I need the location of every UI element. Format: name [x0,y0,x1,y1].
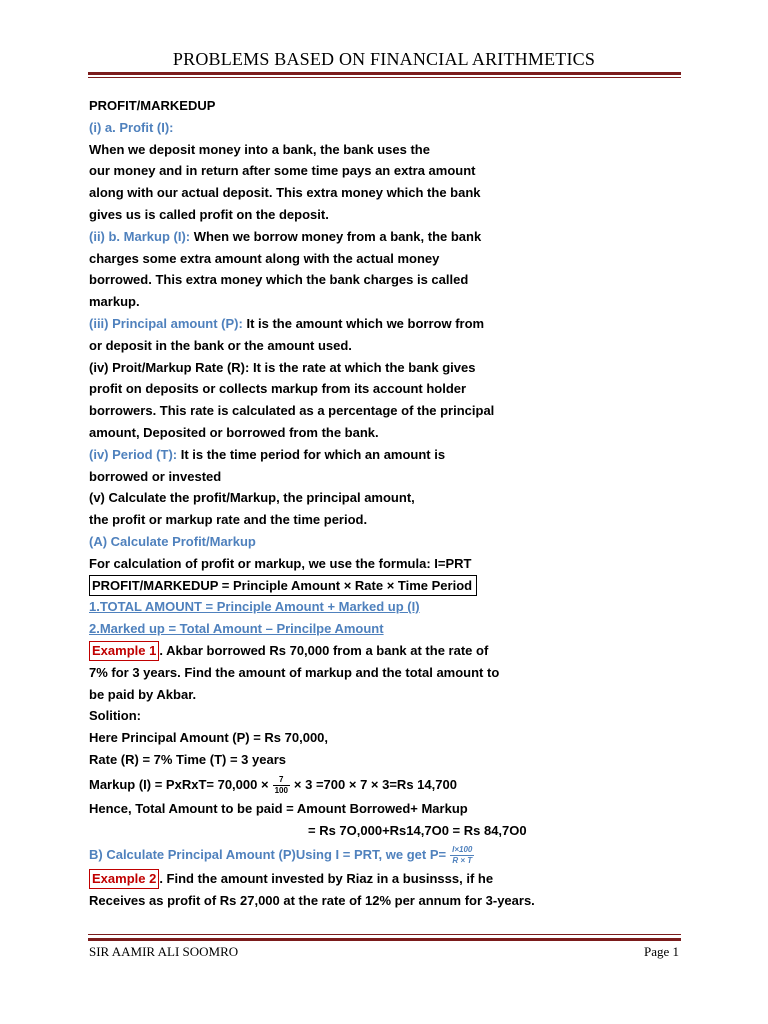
text-line: = Rs 7O,000+Rs14,7O0 = Rs 84,7O0 [308,822,527,838]
footer-author: SIR AAMIR ALI SOOMRO [89,944,239,959]
footer-rule-thick [88,938,681,941]
fraction-numerator: I×100 [452,845,473,855]
text-span: Markup (I) = PxRxT= 70,000 × [89,776,269,792]
text-line: along with our actual deposit. This extra money which the bank [89,185,481,201]
formula-box: PROFIT/MARKEDUP = Principle Amount × Rate × Time Period [89,575,477,596]
text-line: 7% for 3 years. Find the amount of markup and the total amount to [89,664,500,680]
principal-formula-line [89,841,689,868]
footer-page-number: Page 1 [643,944,679,959]
text-line: Rate (R) = 7% Time (T) = 3 years [89,751,287,767]
text-line: borrowers. This rate is calculated as a percentage of the principal [89,403,495,419]
fraction-denominator: R × T [452,856,473,866]
heading-calculate-principal: B) Calculate Principal Amount (P)Using I = PRT, we get P= [89,847,447,863]
text-span: When we borrow money from a bank, the bank [190,228,482,244]
heading-calculate-profit: (A) Calculate Profit/Markup [89,533,256,549]
text-line: Receives as profit of Rs 27,000 at the rate of 12% per annum for 3-years. [89,893,535,909]
text-span: It is the time period for which an amount is [177,446,446,462]
total-amount-formula: 1.TOTAL AMOUNT = Principle Amount + Marked up (I) [89,599,420,615]
page-header-title: PROBLEMS BASED ON FINANCIAL ARITHMETICS [172,49,596,69]
markup-calculation-line [89,771,689,798]
text-line: amount, Deposited or borrowed from the bank. [89,424,379,440]
header-rule-thin [88,77,681,78]
example-2-label: Example 2 [89,869,159,889]
text-line: our money and in return after some time pays an extra amount [89,163,476,179]
text-span: . Akbar borrowed Rs 70,000 from a bank at the rate of [159,642,489,658]
heading-period: (iv) Period (T): [89,446,178,462]
text-line: gives us is called profit on the deposit. [89,206,329,222]
text-span: × 3 =700 × 7 × 3=Rs 14,700 [293,776,457,792]
text-line: profit on deposits or collects markup from its account holder [89,381,467,397]
text-span: . Find the amount invested by Riaz in a businsss, if he [159,871,494,887]
text-line: or deposit in the bank or the amount used. [89,337,352,353]
formula-line [89,575,689,597]
heading-profit-markedup: PROFIT/MARKEDUP [89,98,216,113]
example-1-line [89,640,689,662]
text-line: (iv) Proit/Markup Rate (R): It is the rate at which the bank gives [89,359,476,375]
text-line: markup. [89,294,140,310]
footer-rule-thin [88,934,681,935]
text-line: charges some extra amount along with the actual money [89,250,440,266]
fraction-7-over-100 [273,775,290,796]
text-line: For calculation of profit or markup, we use the formula: I=PRT [89,555,472,571]
document-body [89,95,689,912]
heading-markup: (ii) b. Markup (I): [89,228,191,244]
heading-profit: (i) a. Profit (I): [89,119,174,135]
text-line: the profit or markup rate and the time period. [89,512,368,528]
text-span: It is the amount which we borrow from [242,315,485,331]
example-1-label: Example 1 [89,641,159,661]
text-line: Hence, Total Amount to be paid = Amount Borrowed+ Markup [89,800,468,816]
fraction-denominator: 100 [274,785,288,795]
header-rule-thick [88,72,681,75]
text-line [89,444,689,466]
text-line: borrowed or invested [89,468,222,484]
marked-up-formula: 2.Marked up = Total Amount – Princilpe Amount [89,621,384,637]
text-line: Here Principal Amount (P) = Rs 70,000, [89,730,329,746]
text-line: (v) Calculate the profit/Markup, the principal amount, [89,490,415,506]
text-line: be paid by Akbar. [89,686,197,702]
text-line: When we deposit money into a bank, the bank uses the [89,141,430,157]
example-2-line [89,868,689,890]
heading-principal: (iii) Principal amount (P): [89,315,243,331]
text-line [89,313,689,335]
text-line [89,226,689,248]
solution-heading: Solition: [89,708,141,724]
text-line: borrowed. This extra money which the bank charges is called [89,272,469,288]
fraction-principal [450,845,474,866]
fraction-numerator: 7 [273,775,290,786]
